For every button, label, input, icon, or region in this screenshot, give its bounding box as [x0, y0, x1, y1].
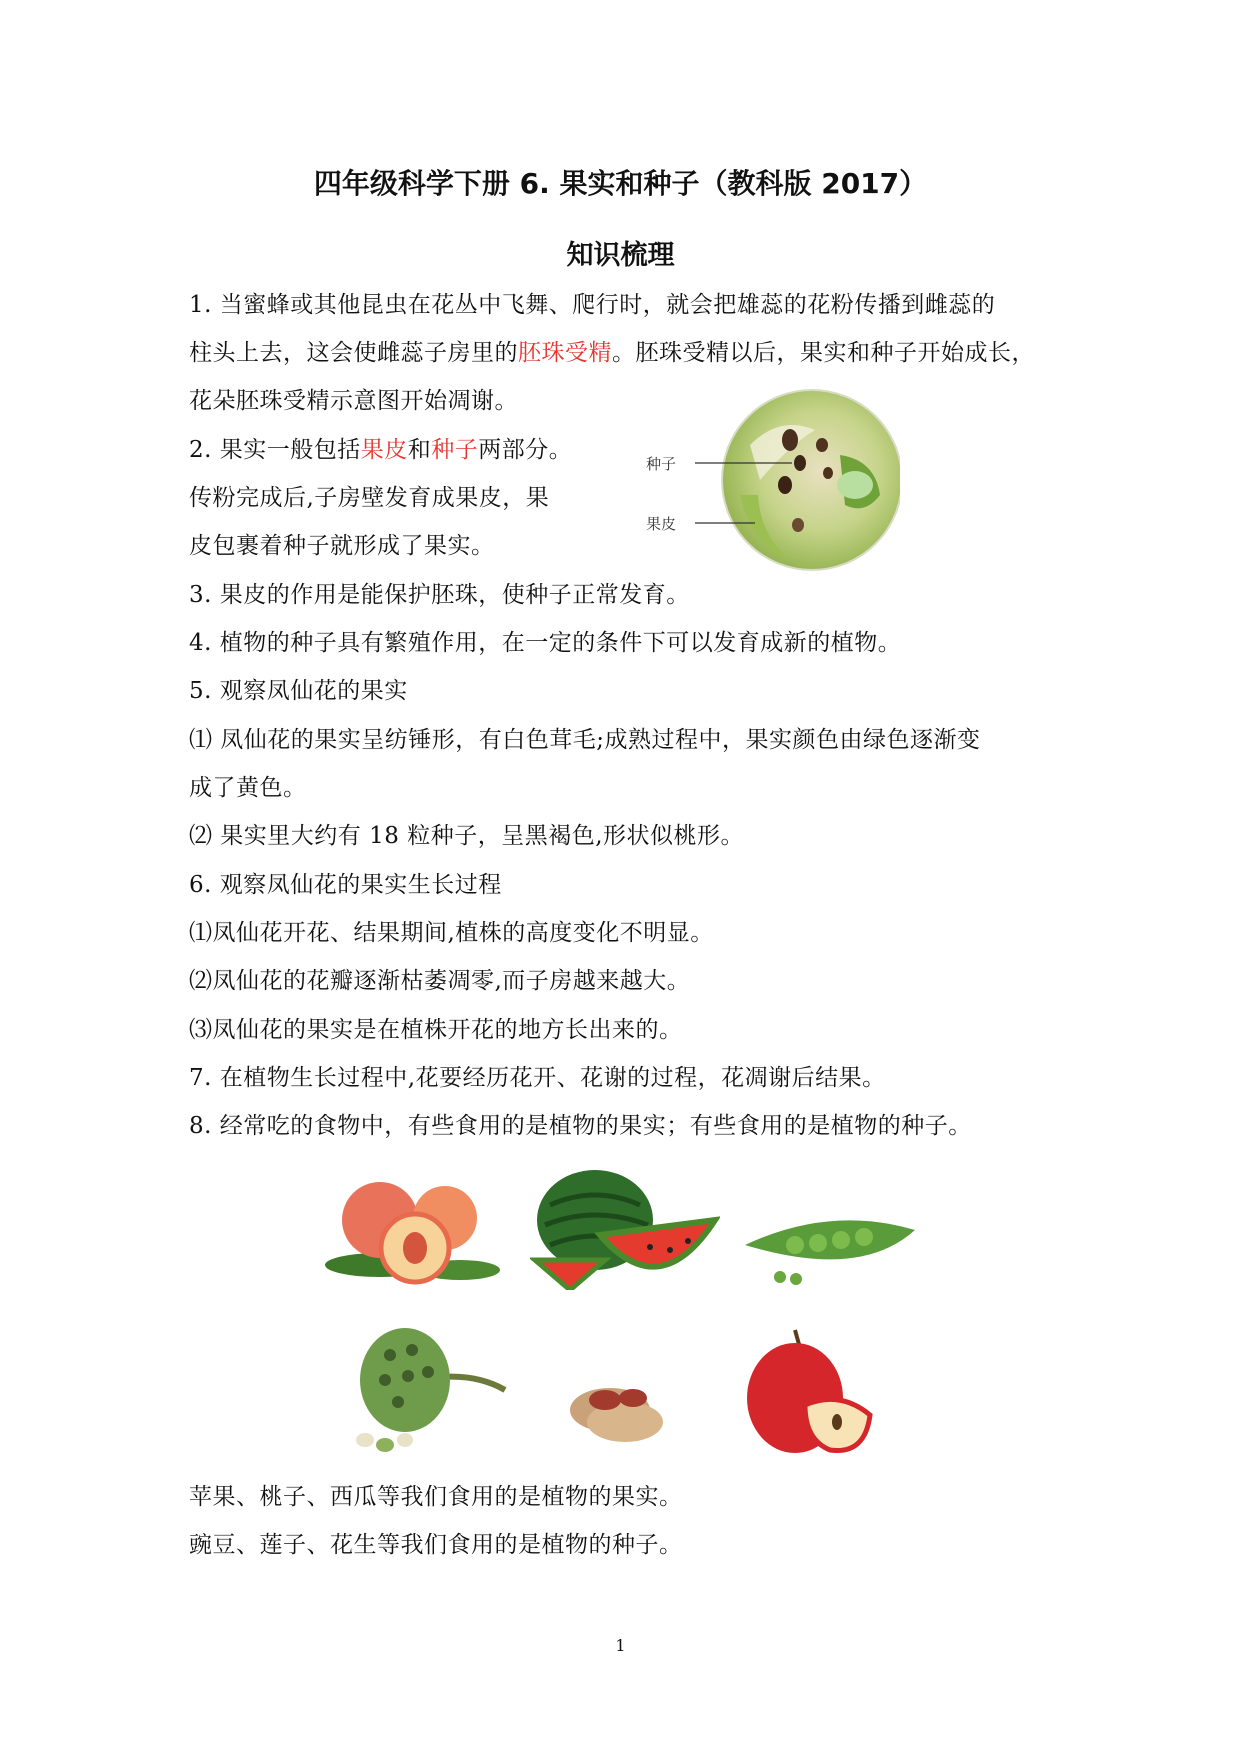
seed-dot — [685, 1238, 691, 1244]
fruit-core — [837, 471, 873, 499]
lotus-hole — [402, 1370, 414, 1382]
pea-pod — [745, 1220, 915, 1259]
paragraph-3: 3. 果皮的作用是能保护胚珠，使种子正常发育。 — [189, 582, 690, 608]
peanut-kernel — [619, 1389, 647, 1407]
paragraph-2-line-1 — [189, 435, 572, 465]
paragraph-2-line-3: 皮包裹着种子就形成了果实。 — [189, 533, 495, 559]
page-number: 1 — [615, 1636, 626, 1655]
seed-dot — [823, 467, 833, 479]
lotus-hole — [384, 1349, 396, 1361]
text-run: 两部分。 — [478, 437, 573, 463]
lotus-seed — [356, 1433, 374, 1447]
paragraph-5-item-2: ⑵ 果实里大约有 18 粒种子，呈黑褐色,形状似桃形。 — [189, 823, 745, 849]
lotus-seed — [376, 1438, 394, 1452]
lotus-hole — [392, 1396, 404, 1408]
pea — [774, 1271, 786, 1283]
seed-dot — [647, 1244, 653, 1250]
seed-dot — [792, 518, 804, 532]
paragraph-8: 8. 经常吃的食物中，有些食用的是植物的果实；有些食用的是植物的种子。 — [189, 1113, 972, 1139]
pea — [786, 1236, 804, 1254]
watermelon-wedge — [535, 1260, 605, 1290]
text-run: 2. 果实一般包括 — [189, 437, 361, 463]
peanut-image — [565, 1370, 675, 1450]
paragraph-6-item-1: ⑴凤仙花开花、结果期间,植株的高度变化不明显。 — [189, 920, 714, 946]
label-seed: 种子 — [646, 455, 677, 473]
pea — [855, 1228, 873, 1246]
lotus-hole — [422, 1366, 434, 1378]
paragraph-5-item-1-line-2: 成了黄色。 — [189, 775, 307, 801]
fruit-cross-section-figure — [640, 385, 900, 575]
text-run: 。胚珠受精以后，果实和种子开始成长， — [612, 340, 1035, 366]
lotus-hole — [406, 1344, 418, 1356]
seeds-line: 豌豆、莲子、花生等我们食用的是植物的种子。 — [189, 1532, 683, 1558]
apple-image — [745, 1320, 875, 1460]
seed-dot — [816, 438, 828, 452]
highlight-peel: 果皮 — [360, 437, 408, 463]
paragraph-6: 6. 观察凤仙花的果实生长过程 — [189, 872, 502, 898]
paragraph-4: 4. 植物的种子具有繁殖作用，在一定的条件下可以发育成新的植物。 — [189, 630, 902, 656]
text-run: 柱头上去，这会使雌蕊子房里的 — [189, 340, 518, 366]
lotus-hole — [379, 1374, 391, 1386]
pea-pod-image — [740, 1195, 920, 1285]
seed-dot — [778, 476, 792, 494]
seed-dot — [794, 455, 806, 471]
peach-pit — [403, 1232, 427, 1264]
lotus-pod-image — [350, 1320, 510, 1455]
lotus-seed — [397, 1433, 413, 1447]
pea — [790, 1273, 802, 1285]
paragraph-2-line-2: 传粉完成后,子房壁发育成果皮，果 — [189, 485, 550, 511]
fruits-line: 苹果、桃子、西瓜等我们食用的是植物的果实。 — [189, 1484, 683, 1510]
pea — [832, 1231, 850, 1249]
watermelon-image — [530, 1165, 720, 1290]
highlight-ovule-fertilized: 胚珠受精 — [518, 340, 612, 366]
paragraph-7: 7. 在植物生长过程中,花要经历花开、花谢的过程，花凋谢后结果。 — [189, 1065, 886, 1091]
pea — [809, 1234, 827, 1252]
paragraph-6-item-3: ⑶凤仙花的果实是在植株开花的地方长出来的。 — [189, 1017, 683, 1043]
text-run: 和 — [407, 437, 432, 463]
paragraph-1-line-1: 1. 当蜜蜂或其他昆虫在花丛中飞舞、爬行时，就会把雄蕊的花粉传播到雌蕊的 — [189, 292, 996, 318]
paragraph-1-line-2 — [189, 338, 1035, 368]
highlight-seed: 种子 — [431, 437, 479, 463]
paragraph-6-item-2: ⑵凤仙花的花瓣逐渐枯萎凋零,而子房越来越大。 — [189, 968, 691, 994]
peach-image — [320, 1170, 505, 1290]
peanut-kernel — [589, 1390, 621, 1410]
paragraph-5: 5. 观察凤仙花的果实 — [189, 678, 408, 704]
label-peel: 果皮 — [646, 515, 677, 533]
paragraph-5-item-1-line-1: ⑴ 凤仙花的果实呈纺锤形，有白色茸毛;成熟过程中，果实颜色由绿色逐渐变 — [189, 727, 981, 753]
seed-dot — [667, 1247, 673, 1253]
apple-seed — [832, 1414, 842, 1430]
paragraph-1-line-3: 花朵胚珠受精示意图开始凋谢。 — [189, 388, 518, 414]
document-title: 四年级科学下册 6. 果实和种子（教科版 2017） — [313, 167, 928, 200]
section-title: 知识梳理 — [566, 240, 675, 271]
seed-dot — [782, 429, 798, 451]
